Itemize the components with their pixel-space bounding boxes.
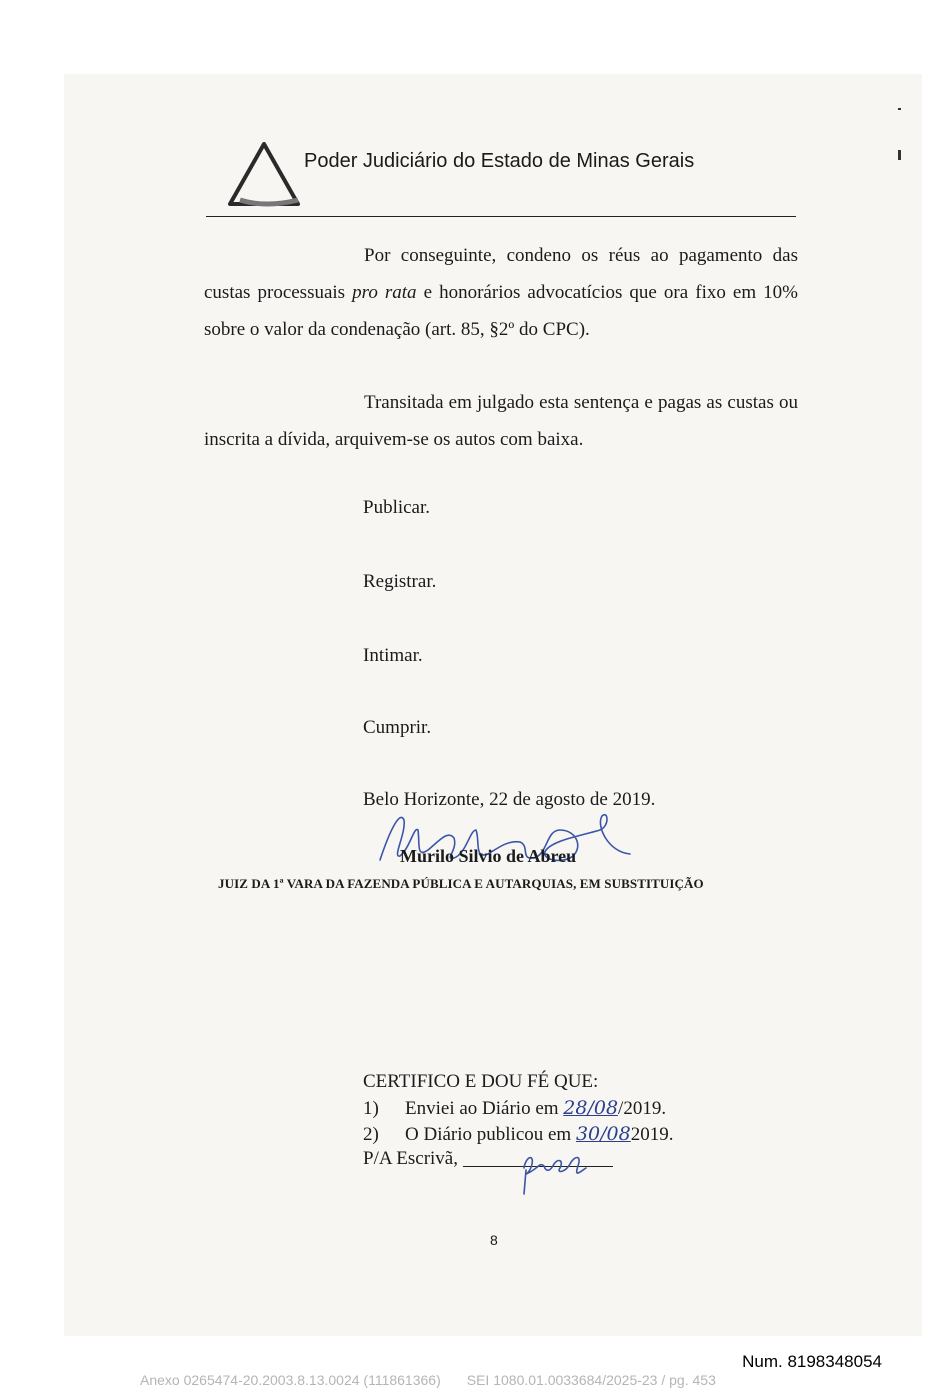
margin-mark bbox=[898, 108, 901, 110]
annex-reference: Anexo 0265474-20.2003.8.13.0024 (111861366) bbox=[140, 1372, 441, 1388]
certificate-item-2-number: 2) bbox=[363, 1124, 379, 1145]
judge-name: Murilo Silvio de Abreu bbox=[400, 846, 577, 866]
certificate-item-2-text: O Diário publicou em bbox=[405, 1124, 572, 1145]
court-header-title: Poder Judiciário do Estado de Minas Gerais bbox=[304, 150, 695, 172]
certificate-item-2-year: 2019. bbox=[630, 1124, 674, 1145]
certificate-item-1-text: Enviei ao Diário em bbox=[405, 1098, 559, 1119]
clerk-label: P/A Escrivã, bbox=[363, 1148, 458, 1169]
directive-publicar: Publicar. bbox=[363, 497, 431, 518]
footer-annex bbox=[140, 1372, 716, 1388]
paragraph-archive bbox=[204, 384, 798, 458]
directive-cumprir: Cumprir. bbox=[363, 717, 432, 738]
sei-reference: SEI 1080.01.0033684/2025-23 / pg. 453 bbox=[466, 1372, 716, 1388]
directive-intimar: Intimar. bbox=[363, 645, 423, 666]
place-date: Belo Horizonte, 22 de agosto de 2019. bbox=[363, 789, 656, 810]
judge-role: JUIZ DA 1ª VARA DA FAZENDA PÚBLICA E AUTARQUIAS, EM SUBSTITUIÇÃO bbox=[218, 876, 704, 891]
certificate-item-1 bbox=[363, 1097, 666, 1120]
paragraph-costs-text: Por conseguinte, condeno os réus ao pagamento das custas processuais bbox=[204, 245, 798, 303]
document-number: Num. 8198348054 bbox=[742, 1352, 882, 1371]
paragraph-costs-text-end: e honorários advocatícios que ora fixo em 10% sobre o valor da condenação (art. 85, §2º do CPC). bbox=[204, 282, 798, 340]
certificate-item-1-number: 1) bbox=[363, 1098, 379, 1119]
paragraph-costs bbox=[204, 237, 798, 348]
page-number: 8 bbox=[490, 1232, 498, 1248]
paragraph-archive-text: Transitada em julgado esta sentença e pagas as custas ou inscrita a dívida, arquivem-se os autos com baixa. bbox=[204, 392, 798, 450]
header-divider bbox=[206, 216, 796, 217]
certificate-heading: CERTIFICO E DOU FÉ QUE: bbox=[363, 1071, 599, 1092]
margin-mark bbox=[898, 150, 901, 160]
handwritten-signature-icon bbox=[370, 800, 640, 880]
certificate-item-2 bbox=[363, 1123, 673, 1146]
directive-registrar: Registrar. bbox=[363, 571, 437, 592]
court-triangle-logo-icon bbox=[226, 142, 306, 210]
handwritten-date-2: 30/08 bbox=[575, 1123, 631, 1145]
handwritten-date-1: 28/08 bbox=[563, 1097, 619, 1119]
clerk-initials-icon bbox=[516, 1148, 596, 1198]
pro-rata-italic: pro rata bbox=[352, 282, 417, 303]
certificate-item-1-year: /2019. bbox=[618, 1098, 667, 1119]
